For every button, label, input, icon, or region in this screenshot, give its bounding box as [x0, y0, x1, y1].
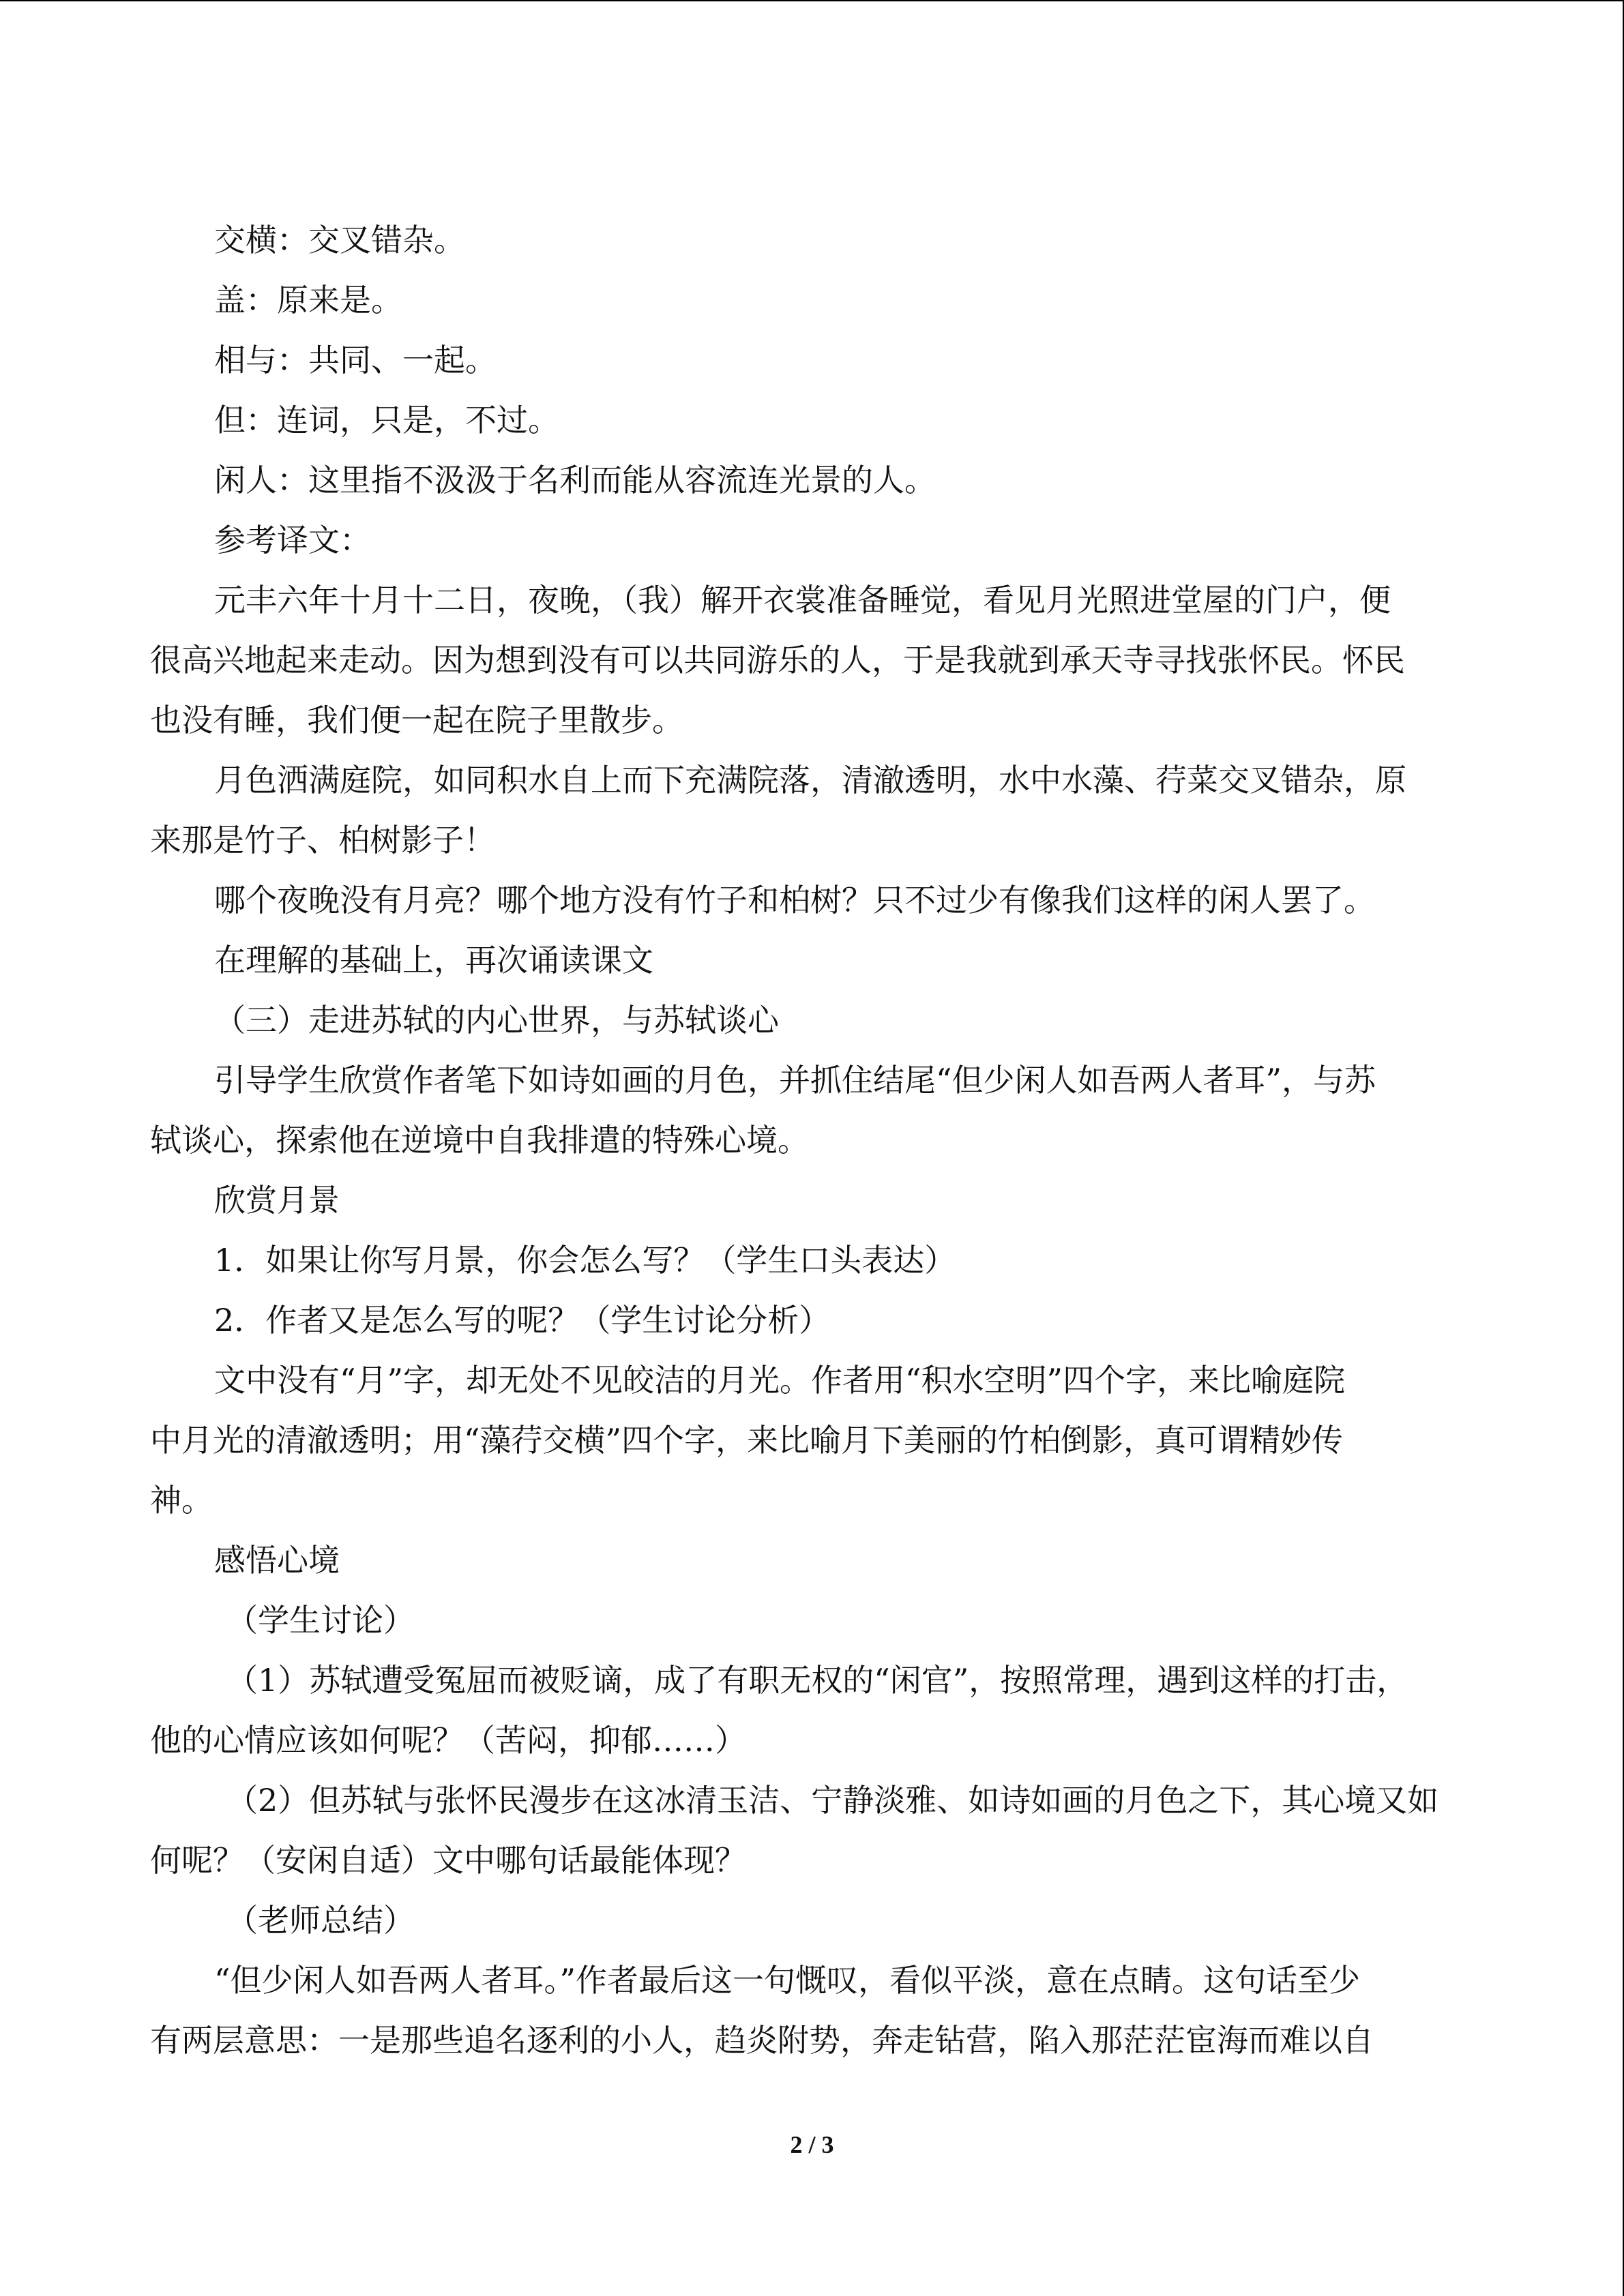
text-line: （老师总结） [226, 1902, 415, 1939]
text-line: 元丰六年十月十二日，夜晚，（我）解开衣裳准备睡觉，看见月光照进堂屋的门户，便 [214, 582, 1391, 618]
subheading: 感悟心境 [214, 1542, 340, 1579]
text-line: （2）但苏轼与张怀民漫步在这冰清玉洁、宁静淡雅、如诗如画的月色之下，其心境又如 [226, 1782, 1439, 1819]
text-line: 他的心情应该如何呢？（苦闷，抑郁……） [150, 1722, 746, 1759]
text-line: 有两层意思：一是那些追名逐利的小人，趋炎附势，奔走钻营，陷入那茫茫宦海而难以自 [150, 2022, 1374, 2059]
text-line: 神。 [150, 1482, 213, 1519]
text-line: 在理解的基础上，再次诵读课文 [214, 942, 653, 979]
text-line: 相与：共同、一起。 [214, 342, 497, 378]
page-border-top [0, 0, 1624, 1]
text-line: 何呢？（安闲自适）文中哪句话最能体现？ [150, 1842, 746, 1879]
text-line: 盖：原来是。 [214, 282, 402, 318]
text-line: 闲人：这里指不汲汲于名利而能从容流连光景的人。 [214, 462, 936, 498]
subheading: 欣赏月景 [214, 1182, 340, 1219]
text-line: 但：连词，只是，不过。 [214, 402, 559, 438]
text-line: 轼谈心，探索他在逆境中自我排遣的特殊心境。 [150, 1122, 809, 1159]
text-line: 交横：交叉错杂。 [214, 222, 465, 258]
text-line: 来那是竹子、柏树影子！ [150, 822, 495, 859]
text-line: 也没有睡，我们便一起在院子里散步。 [150, 702, 683, 739]
section-heading: （三）走进苏轼的内心世界，与苏轼谈心 [214, 1002, 779, 1039]
text-line: 很高兴地起来走动。因为想到没有可以共同游乐的人，于是我就到承天寺寻找张怀民。怀民 [150, 642, 1405, 679]
text-line: 哪个夜晚没有月亮？哪个地方没有竹子和柏树？只不过少有像我们这样的闲人罢了。 [214, 882, 1375, 919]
text-line: 文中没有“月”字，却无处不见皎洁的月光。作者用“积水空明”四个字，来比喻庭院 [214, 1362, 1346, 1399]
text-line: 2．作者又是怎么写的呢？（学生讨论分析） [214, 1302, 831, 1339]
page-number: 2 / 3 [790, 2131, 834, 2158]
text-line: 中月光的清澈透明；用“藻荇交横”四个字，来比喻月下美丽的竹柏倒影，真可谓精妙传 [150, 1422, 1344, 1459]
text-line: “但少闲人如吾两人者耳。”作者最后这一句慨叹，看似平淡，意在点睛。这句话至少 [214, 1962, 1361, 1999]
text-line: （1）苏轼遭受冤屈而被贬谪，成了有职无权的“闲官”，按照常理，遇到这样的打击， [226, 1662, 1408, 1699]
text-line: 月色洒满庭院，如同积水自上而下充满院落，清澈透明，水中水藻、荇菜交叉错杂，原 [214, 762, 1406, 799]
text-line: （学生讨论） [226, 1602, 415, 1639]
text-line: 1．如果让你写月景，你会怎么写？（学生口头表达） [214, 1242, 956, 1279]
text-line: 引导学生欣赏作者笔下如诗如画的月色，并抓住结尾“但少闲人如吾两人者耳”，与苏 [214, 1062, 1376, 1099]
text-line: 参考译文： [214, 522, 371, 558]
